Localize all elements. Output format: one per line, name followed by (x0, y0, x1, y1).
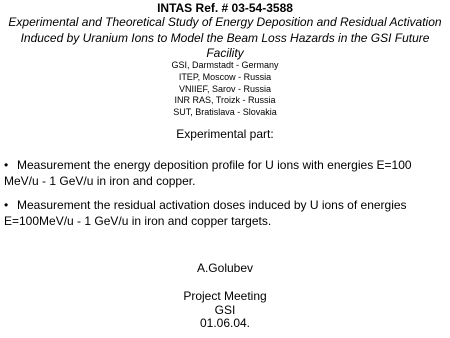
spacer (0, 276, 450, 290)
event-date: 01.06.04. (199, 316, 251, 331)
author-name: A.Golubev (196, 261, 254, 275)
event-place: GSI (214, 302, 236, 317)
bullet-item (4, 197, 448, 229)
institute-item: GSI, Darmstadt - Germany (171, 60, 279, 70)
institute-item: INR RAS, Troizk - Russia (174, 95, 276, 106)
bullet-marker: • (4, 158, 9, 172)
bullet-text: Measurement the residual activation doses induced by U ions of energies E=100MeV/u - 1 GeV/u in iron and copper targets. (4, 198, 407, 228)
project-reference: INTAS Ref. # 03-54-3588 (157, 1, 293, 15)
institute-list (0, 60, 450, 119)
bullet-list (4, 157, 448, 239)
institute-item: SUT, Bratislava - Slovakia (173, 107, 277, 118)
bullet-text: Measurement the energy deposition profile for U ions with energies E=100 MeV/u - 1 GeV/u in iron and copper. (4, 158, 412, 188)
bullet-marker: • (4, 198, 9, 212)
event-name: Project Meeting (183, 288, 267, 303)
institute-item: ITEP, Moscow - Russia (178, 71, 272, 82)
institute-item: VNIIEF, Sarov - Russia (178, 83, 272, 94)
bullet-item (4, 157, 448, 189)
project-title: Experimental and Theoretical Study of Energy Deposition and Residual Activation Induced by Uranium Ions to Model the Beam Loss Hazards in the GSI Future Facility (8, 15, 442, 60)
section-heading: Experimental part: (176, 127, 274, 141)
closing-block (0, 262, 450, 331)
